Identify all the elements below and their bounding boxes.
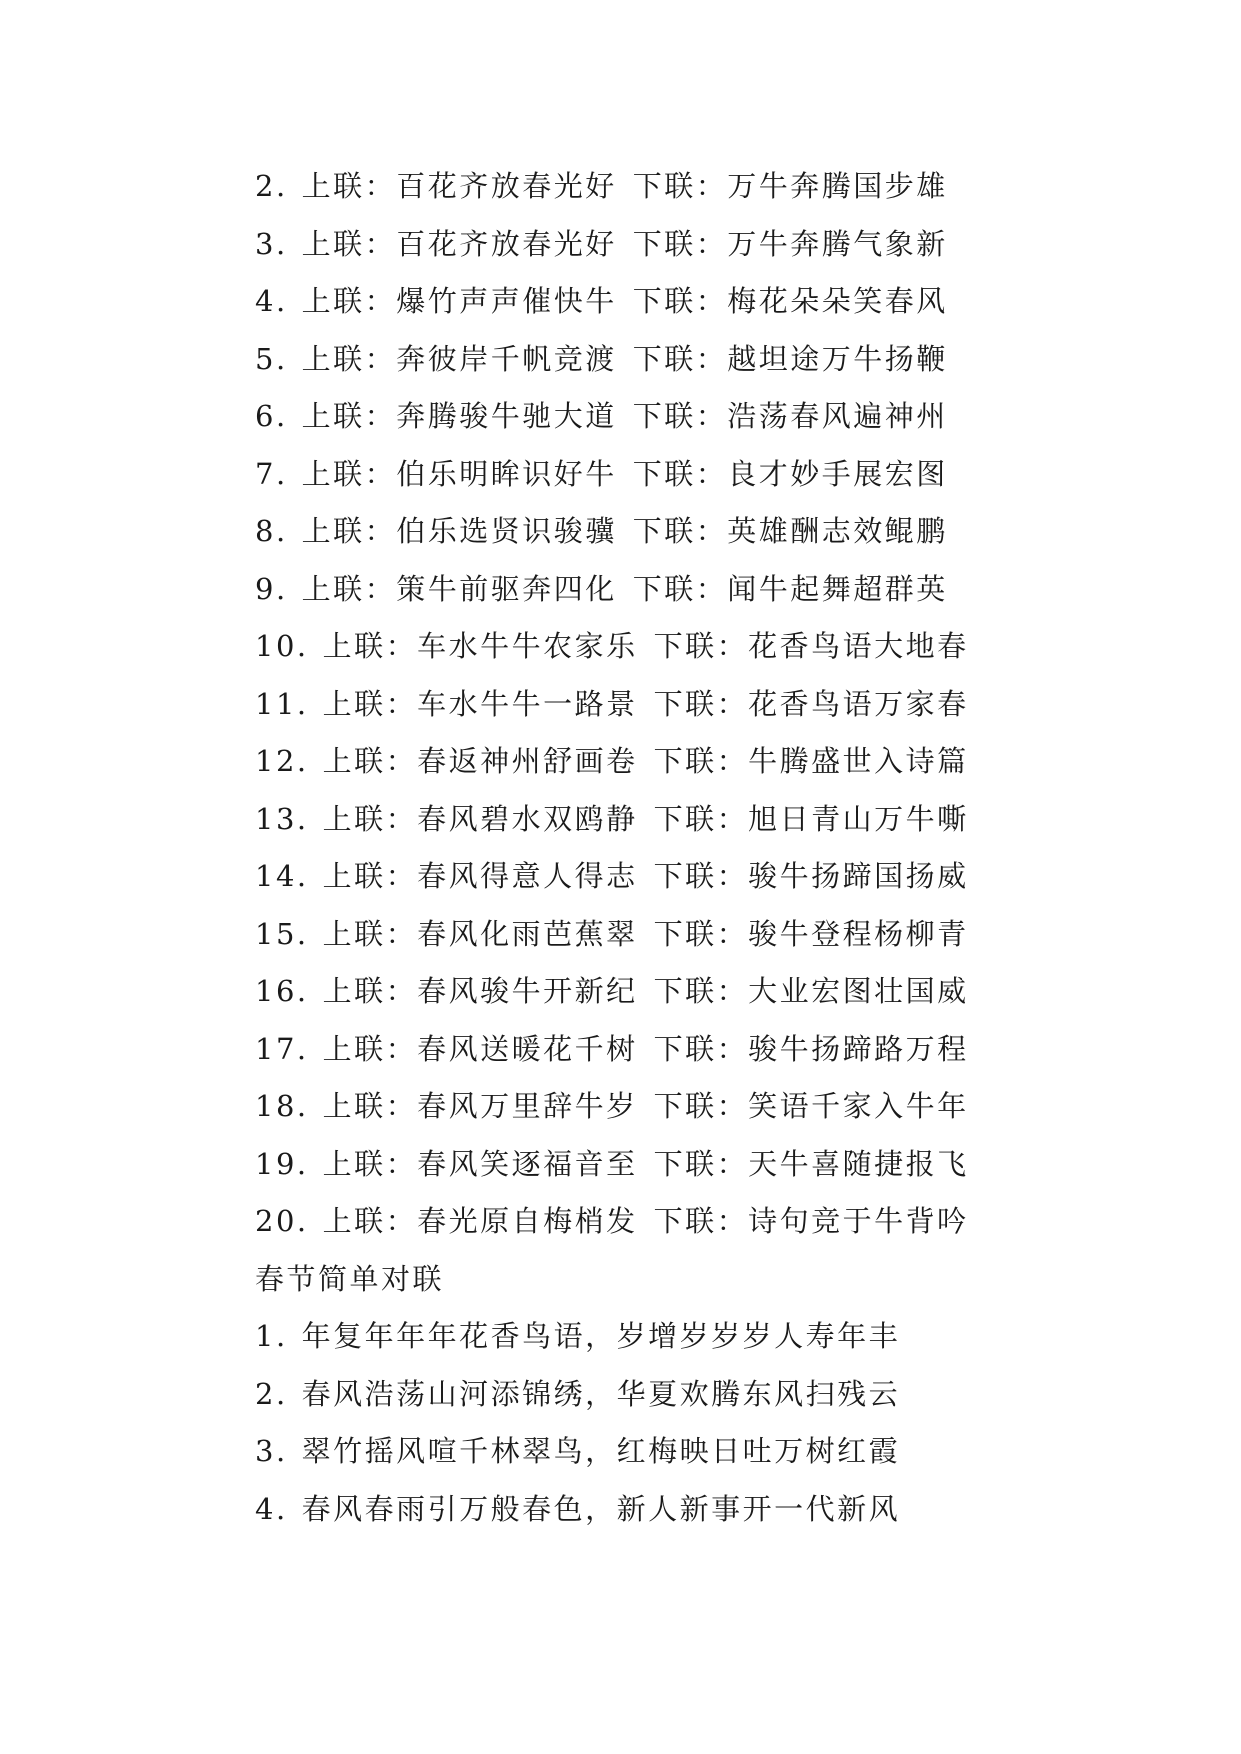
- item-number: 8.: [255, 514, 288, 548]
- upper-label: 上联：: [322, 801, 418, 836]
- upper-label: 上联：: [322, 974, 418, 1008]
- couplet-line: [255, 273, 1055, 331]
- couplet-line: [255, 158, 1055, 216]
- item-number: 16.: [255, 974, 309, 1008]
- lower-label: 下联：: [653, 974, 749, 1008]
- item-number: 10.: [255, 629, 309, 663]
- lower-label: 下联：: [632, 284, 728, 318]
- couplet-line: [255, 1136, 1055, 1194]
- lower-text: 梅花朵朵笑春风: [727, 284, 948, 318]
- couplet-line: [255, 906, 1055, 964]
- upper-text: 春返神州舒画卷: [417, 744, 638, 778]
- upper-text: 百花齐放春光好: [396, 226, 617, 261]
- upper-text: 春风笑逐福音至: [417, 1146, 638, 1181]
- couplet-text: 年复年年年花香鸟语，岁增岁岁岁人寿年丰: [301, 1319, 901, 1353]
- couplet-line: [255, 331, 1055, 389]
- section-title: 春节简单对联: [255, 1261, 445, 1296]
- upper-label: 上联：: [301, 456, 397, 491]
- lower-text: 诗句竞于牛背吟: [748, 1204, 969, 1238]
- lower-label: 下联：: [653, 801, 749, 836]
- couplet-line: [255, 791, 1055, 849]
- upper-label: 上联：: [322, 916, 418, 951]
- couplet-line: [255, 446, 1055, 504]
- upper-text: 伯乐选贤识骏骥: [396, 514, 617, 548]
- couplet-text: 翠竹摇风喧千林翠鸟，红梅映日吐万树红霞: [301, 1434, 901, 1468]
- lower-label: 下联：: [632, 399, 728, 433]
- upper-label: 上联：: [322, 1089, 418, 1123]
- simple-couplet-line: [255, 1366, 1055, 1424]
- upper-text: 春风送暖花千树: [417, 1031, 638, 1066]
- lower-label: 下联：: [632, 456, 728, 491]
- upper-text: 春风得意人得志: [417, 859, 638, 893]
- upper-label: 上联：: [322, 744, 418, 778]
- upper-label: 上联：: [301, 514, 397, 548]
- couplet-line: [255, 1021, 1055, 1079]
- lower-text: 英雄酬志效鲲鹏: [727, 514, 948, 548]
- upper-label: 上联：: [301, 571, 397, 606]
- upper-text: 爆竹声声催快牛: [396, 284, 617, 318]
- lower-text: 花香鸟语万家春: [748, 686, 969, 721]
- lower-text: 骏牛扬蹄路万程: [748, 1031, 969, 1066]
- upper-text: 策牛前驱奔四化: [396, 571, 617, 606]
- upper-label: 上联：: [301, 399, 397, 433]
- simple-couplet-line: [255, 1481, 1055, 1539]
- lower-text: 花香鸟语大地春: [748, 629, 969, 663]
- lower-label: 下联：: [653, 629, 749, 663]
- lower-text: 牛腾盛世入诗篇: [748, 744, 969, 778]
- couplet-line: [255, 676, 1055, 734]
- document-body: [255, 158, 1055, 1538]
- lower-text: 良才妙手展宏图: [727, 456, 948, 491]
- upper-text: 春风碧水双鸥静: [417, 801, 638, 836]
- couplet-line: [255, 618, 1055, 676]
- lower-text: 骏牛登程杨柳青: [748, 916, 969, 951]
- item-number: 3.: [255, 226, 288, 261]
- lower-label: 下联：: [653, 916, 749, 951]
- lower-text: 万牛奔腾气象新: [727, 226, 948, 261]
- couplet-text: 春风春雨引万般春色，新人新事开一代新风: [301, 1491, 901, 1526]
- upper-text: 春光原自梅梢发: [417, 1204, 638, 1238]
- upper-text: 百花齐放春光好: [396, 169, 617, 203]
- lower-text: 万牛奔腾国步雄: [727, 169, 948, 203]
- lower-label: 下联：: [653, 1146, 749, 1181]
- item-number: 2.: [255, 1376, 288, 1411]
- lower-label: 下联：: [632, 226, 728, 261]
- lower-text: 天牛喜随捷报飞: [748, 1146, 969, 1181]
- item-number: 1.: [255, 1319, 288, 1353]
- lower-text: 大业宏图壮国威: [748, 974, 969, 1008]
- upper-label: 上联：: [322, 1031, 418, 1066]
- upper-text: 奔腾骏牛驰大道: [396, 399, 617, 433]
- lower-text: 骏牛扬蹄国扬威: [748, 859, 969, 893]
- lower-label: 下联：: [653, 744, 749, 778]
- lower-text: 浩荡春风遍神州: [727, 399, 948, 433]
- couplet-line: [255, 388, 1055, 446]
- item-number: 19.: [255, 1146, 309, 1181]
- item-number: 7.: [255, 456, 288, 491]
- lower-text: 闻牛起舞超群英: [727, 571, 948, 606]
- upper-label: 上联：: [322, 686, 418, 721]
- upper-text: 伯乐明眸识好牛: [396, 456, 617, 491]
- lower-text: 旭日青山万牛嘶: [748, 801, 969, 836]
- lower-label: 下联：: [653, 1089, 749, 1123]
- upper-text: 奔彼岸千帆竞渡: [396, 341, 617, 376]
- lower-label: 下联：: [632, 169, 728, 203]
- couplet-line: [255, 216, 1055, 274]
- item-number: 20.: [255, 1204, 309, 1238]
- couplet-line: [255, 848, 1055, 906]
- item-number: 11.: [255, 686, 309, 721]
- item-number: 4.: [255, 284, 288, 318]
- lower-text: 笑语千家入牛年: [748, 1089, 969, 1123]
- item-number: 13.: [255, 801, 309, 836]
- item-number: 6.: [255, 399, 288, 433]
- upper-label: 上联：: [322, 1204, 418, 1238]
- couplet-line: [255, 561, 1055, 619]
- item-number: 2.: [255, 169, 288, 203]
- upper-text: 春风化雨芭蕉翠: [417, 916, 638, 951]
- item-number: 4.: [255, 1491, 288, 1526]
- couplet-text: 春风浩荡山河添锦绣，华夏欢腾东风扫残云: [301, 1376, 901, 1411]
- upper-text: 车水牛牛一路景: [417, 686, 638, 721]
- upper-text: 春风万里辞牛岁: [417, 1089, 638, 1123]
- couplet-line: [255, 503, 1055, 561]
- upper-label: 上联：: [322, 859, 418, 893]
- lower-label: 下联：: [653, 686, 749, 721]
- item-number: 3.: [255, 1434, 288, 1468]
- upper-label: 上联：: [301, 284, 397, 318]
- simple-couplet-line: [255, 1423, 1055, 1481]
- upper-label: 上联：: [301, 341, 397, 376]
- lower-label: 下联：: [632, 514, 728, 548]
- upper-label: 上联：: [322, 629, 418, 663]
- upper-label: 上联：: [301, 169, 397, 203]
- item-number: 9.: [255, 571, 288, 606]
- couplet-line: [255, 1078, 1055, 1136]
- lower-label: 下联：: [653, 1031, 749, 1066]
- item-number: 5.: [255, 341, 288, 376]
- item-number: 15.: [255, 916, 309, 951]
- couplet-line: [255, 1193, 1055, 1251]
- item-number: 18.: [255, 1089, 309, 1123]
- couplet-line: [255, 963, 1055, 1021]
- lower-label: 下联：: [632, 341, 728, 376]
- upper-label: 上联：: [322, 1146, 418, 1181]
- item-number: 14.: [255, 859, 309, 893]
- item-number: 17.: [255, 1031, 309, 1066]
- upper-text: 春风骏牛开新纪: [417, 974, 638, 1008]
- lower-label: 下联：: [653, 859, 749, 893]
- upper-label: 上联：: [301, 226, 397, 261]
- lower-text: 越坦途万牛扬鞭: [727, 341, 948, 376]
- upper-text: 车水牛牛农家乐: [417, 629, 638, 663]
- lower-label: 下联：: [653, 1204, 749, 1238]
- item-number: 12.: [255, 744, 309, 778]
- simple-couplet-line: [255, 1308, 1055, 1366]
- lower-label: 下联：: [632, 571, 728, 606]
- couplet-line: [255, 733, 1055, 791]
